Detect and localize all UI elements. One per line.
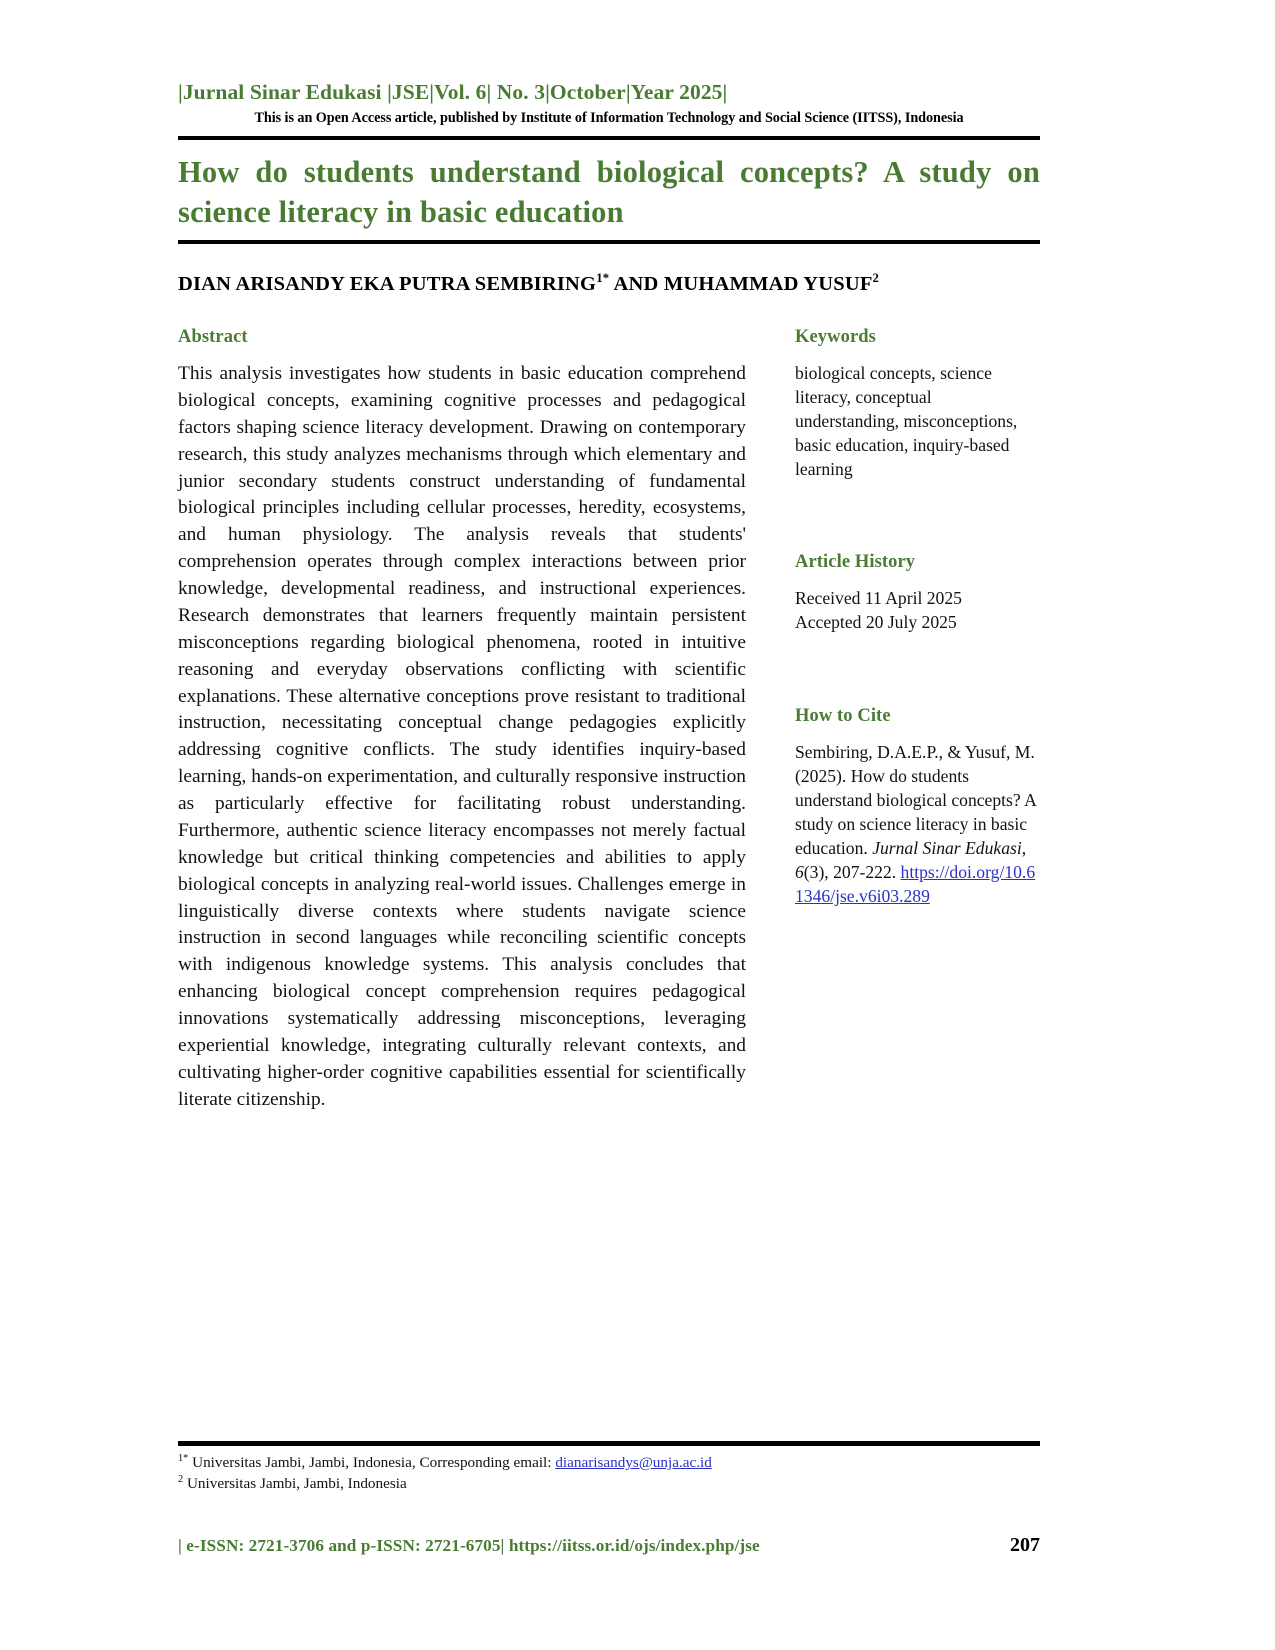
article-history-body (795, 586, 1040, 634)
masthead (178, 0, 1040, 127)
citation-journal-name: Jurnal Sinar Edukasi (872, 838, 1022, 859)
how-to-cite-heading: How to Cite (795, 705, 891, 726)
author-one-name: DIAN ARISANDY EKA PUTRA SEMBIRING (178, 273, 597, 296)
footnote-two-text: Universitas Jambi, Jambi, Indonesia (183, 1475, 407, 1493)
page-content (178, 0, 1040, 1650)
open-access-statement: This is an Open Access article, published by Institute of Information Technology and Social Science (IITSS), Indonesia (254, 109, 964, 126)
keywords-list: biological concepts, science literacy, conceptual understanding, misconceptions, basic education, inquiry-based learning (795, 363, 1018, 480)
page-title: How do students understand biological concepts? A study on science literacy in basic education (178, 154, 1040, 229)
citation-volume: 6 (795, 862, 804, 883)
keywords-heading: Keywords (795, 327, 876, 348)
footnote-one (178, 1452, 1040, 1474)
citation-text-end: (3), 207-222. (803, 862, 901, 883)
footnote-one-text: Universitas Jambi, Jambi, Indonesia, Corresponding email: (188, 1453, 556, 1471)
citation-body (795, 740, 1040, 909)
author-one-affiliation-marker: 1* (596, 271, 610, 286)
citation-separator: , (1021, 838, 1027, 859)
metadata-column (795, 327, 1040, 908)
footnote-rule (178, 1441, 1040, 1446)
footnote-zone (178, 1441, 1040, 1495)
author-two-affiliation-marker: 2 (872, 271, 880, 286)
abstract-column (178, 327, 746, 1114)
journal-issue-line: |Jurnal Sinar Edukasi |JSE|Vol. 6| No. 3|October|Year 2025| (178, 80, 728, 104)
footnote-two-marker: 2 (178, 1474, 184, 1486)
author-conjunction: AND MUHAMMAD YUSUF (609, 273, 873, 296)
author-list (178, 271, 1040, 296)
page-number: 207 (1010, 1534, 1040, 1556)
title-rule-bottom (178, 240, 1040, 244)
footnote-two (178, 1473, 1040, 1495)
issn-and-site-line: | e-ISSN: 2721-3706 and p-ISSN: 2721-6705| https://iitss.or.id/ojs/index.php/jse (178, 1536, 760, 1555)
doi-link[interactable]: https://doi.org/10.61346/jse.v6i03.289 (795, 862, 1036, 907)
abstract-body: This analysis investigates how students in basic education comprehend biological concepts, examining cognitive processes and pedagogical factors shaping science literacy development. Drawing on contemporary research, this study analyzes mechanisms through which elementary and junior secondary students construct understanding of fundamental biological principles including cellular processes, heredity, ecosystems, and human physiology. The analysis reveals that students' comprehension operates through complex interactions between prior knowledge, developmental readiness, and instructional experiences. Research demonstrates that learners frequently maintain persistent misconceptions regarding biological phenomena, rooted in intuitive reasoning and everyday observations conflicting with scientific explanations. These alternative conceptions prove resistant to traditional instruction, necessitating conceptual change pedagogies explicitly addressing cognitive conflicts. The study identifies inquiry-based learning, hands-on experimentation, and culturally responsive instruction as particularly effective for facilitating robust understanding. Furthermore, authentic science literacy encompasses not merely factual knowledge but critical thinking competencies and abilities to apply biological concepts in analyzing real-world issues. Challenges emerge in linguistically diverse contexts where students navigate science instruction in second languages while reconciling scientific concepts with indigenous knowledge systems. This analysis concludes that enhancing biological concept comprehension requires pedagogical innovations systematically addressing misconceptions, leveraging experiential knowledge, integrating culturally relevant contexts, and cultivating higher-order cognitive capabilities essential for scientifically literate citizenship. (178, 363, 746, 1110)
abstract-heading: Abstract (178, 327, 248, 348)
accepted-date: Accepted 20 July 2025 (795, 611, 957, 632)
received-date: Received 11 April 2025 (795, 587, 962, 608)
article-history-heading: Article History (795, 551, 916, 572)
abstract-columns (178, 327, 1040, 1114)
corresponding-email-link[interactable]: dianarisandys@unja.ac.id (555, 1453, 712, 1471)
title-rule-top (178, 136, 1040, 140)
citation-text-start: Sembiring, D.A.E.P., & Yusuf, M. (2025). How do students understand biological concepts? A study on science literacy in basic education. (795, 741, 1036, 859)
page-footer (178, 1534, 1040, 1557)
footnote-one-marker: 1* (178, 1452, 189, 1464)
